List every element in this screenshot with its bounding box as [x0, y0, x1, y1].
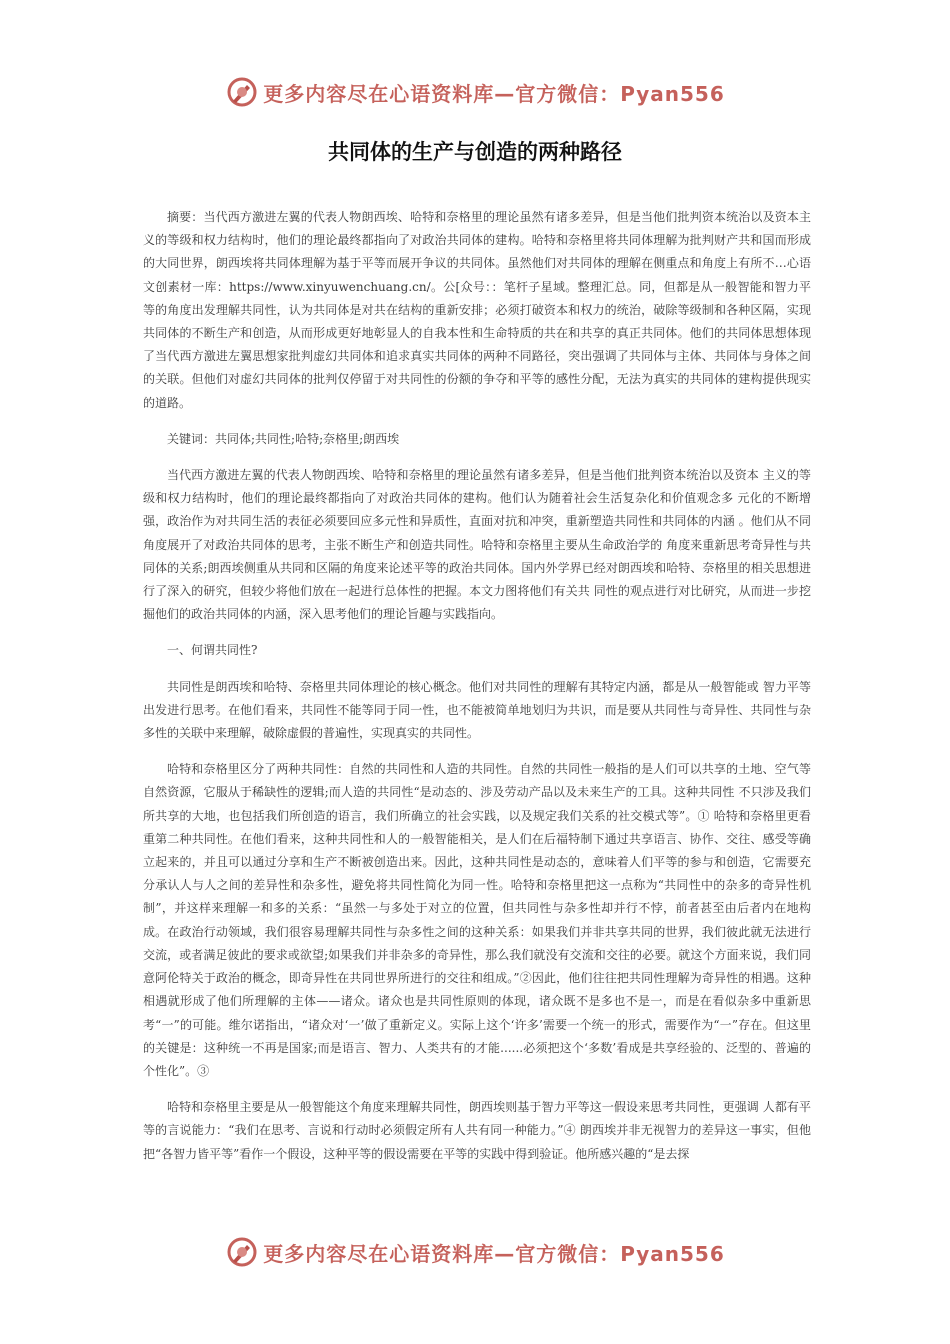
watermark-banner-bottom	[0, 1232, 950, 1272]
brush-logo-icon	[225, 75, 259, 109]
body-paragraph: 哈特和奈格里区分了两种共同性：自然的共同性和人造的共同性。自然的共同性一般指的是人们可以共享的土地、空气等自然资源，它服从于稀缺性的逻辑;而人造的共同性“是动态的、涉及劳动产品以及未来生产的工具。这种共同性 不只涉及我们所共享的大地，也包括我们所创造的语言，我们所确立的社会实践，以及规定我们关系的社交模式等”。① 哈特和奈格里更看重第二种共同性。在他们看来，这种共同性和人的一般智能相关，是人们在后福特制下通过共享语言、协作、交往、感受等确立起来的，并且可以通过分享和生产不断被创造出来。因此，这种共同性是动态的，意味着人们平等的参与和创造，它需要充分承认人与人之间的差异性和杂多性，避免将共同性简化为同一性。哈特和奈格里把这一点称为“共同性中的杂多的奇异性机制”，并这样来理解一和多的关系：“虽然一与多处于对立的位置，但共同性与杂多性却并行不悖，前者甚至由后者内在地构成。在政治行动领域，我们很容易理解共同性与杂多性之间的这种关系：如果我们并非共享共同的世界，我们彼此就无法进行交流，或者满足彼此的要求或欲望;如果我们并非杂多的奇异性，那么我们就没有交流和交往的必要。就这个方面来说，我们同意阿伦特关于政治的概念，即奇异性在共同世界所进行的交往和组成。”②因此，他们往往把共同性理解为奇异性的相遇。这种相遇就形成了他们所理解的主体——诸众。诸众也是共同性原则的体现，诸众既不是多也不是一，而是在看似杂多中重新思考“一”的可能。维尔诺指出，“诸众对‘一’做了重新定义。实际上这个‘许多’需要一个统一的形式，需要作为“一”存在。但这里的关键是：这种统一不再是国家;而是语言、智力、人类共有的才能......必须把这个‘多数’看成是共享经验的、泛型的、普遍的个性化”。③	[143, 762, 811, 1078]
watermark-banner-top	[0, 72, 950, 112]
document-title: 共同体的生产与创造的两种路径	[328, 140, 622, 164]
keywords-paragraph: 关键词：共同体;共同性;哈特;奈格里;朗西埃	[167, 431, 400, 446]
body-paragraph: 共同性是朗西埃和哈特、奈格里共同体理论的核心概念。他们对共同性的理解有其特定内涵，都是从一般智能或 智力平等出发进行思考。在他们看来，共同性不能等同于同一性，也不能被简单地划归为共识，而是要从共同性与奇异性、共同性与杂多性的关联中来理解，破除虚假的普遍性，实现真实的共同性。	[143, 679, 811, 741]
body-paragraph: 哈特和奈格里主要是从一般智能这个角度来理解共同性，朗西埃则基于智力平等这一假设来思考共同性，更强调 人都有平等的言说能力：“我们在思考、言说和行动时必须假定所有人共有同一种能力。”④ 朗西埃并非无视智力的差异这一事实，但他把“各智力皆平等”看作一个假设，这种平等的假设需要在平等的实践中得到验证。他所感兴趣的“是去探	[143, 1100, 811, 1161]
section-heading: 一、何谓共同性?	[167, 643, 258, 658]
abstract-paragraph: 摘要：当代西方激进左翼的代表人物朗西埃、哈特和奈格里的理论虽然有诸多差异，但是当他们批判资本统治以及资本主义的等级和权力结构时，他们的理论最终都指向了对政治共同体的建构。哈特和奈格里将共同体理解为批判财产共和国而形成的大同世界，朗西埃将共同体理解为基于平等而展开争议的共同体。虽然他们对共同体的理解在侧重点和角度上有所不…心语文创素材一库：https://www.xinyuwenchuang.cn/。公[众号：：笔杆子星域。整理汇总。同，但都是从一般智能和智力平等的角度出发理解共同性，认为共同体是对共在结构的重新安排；必须打破资本和权力的统治，破除等级制和各种区隔，实现共同体的不断生产和创造，从而形成更好地彰显人的自我本性和生命特质的共在和共享的真正共同体。他们的共同体思想体现了当代西方激进左翼思想家批判虚幻共同体和追求真实共同体的两种不同路径，突出强调了共同体与主体、共同体与身体之间的关联。但他们对虚幻共同体的批判仅停留于对共同性的份额的争夺和平等的感性分配，无法为真实的共同体的建构提供现实的道路。	[143, 210, 811, 410]
body-paragraph: 当代西方激进左翼的代表人物朗西埃、哈特和奈格里的理论虽然有诸多差异，但是当他们批判资本统治以及资本 主义的等级和权力结构时，他们的理论最终都指向了对政治共同体的建构。他们认为随着社会生活复杂化和价值观念多 元化的不断增强，政治作为对共同生活的表征必须要回应多元性和异质性，直面对抗和冲突，重新塑造共同性和共同体的内涵 。他们从不同角度展开了对政治共同体的思考，主张不断生产和创造共同性。哈特和奈格里主要从生命政治学的 角度来重新思考奇异性与共同体的关系;朗西埃侧重从共同和区隔的角度来论述平等的政治共同体。国内外学界已经对朗西埃和哈特、奈格里的相关思想进行了深入的研究，但较少将他们放在一起进行总体性的把握。本文力图将他们有关共 同性的观点进行对比研究，从而进一步挖掘他们的政治共同体的内涵，深入思考他们的理论旨趣与实践指向。	[143, 468, 811, 622]
watermark-text: 更多内容尽在心语资料库—官方微信：Pyan556	[263, 1241, 725, 1266]
watermark-text: 更多内容尽在心语资料库—官方微信：Pyan556	[263, 81, 725, 106]
document-body	[143, 206, 811, 1179]
brush-logo-icon	[225, 1235, 259, 1269]
